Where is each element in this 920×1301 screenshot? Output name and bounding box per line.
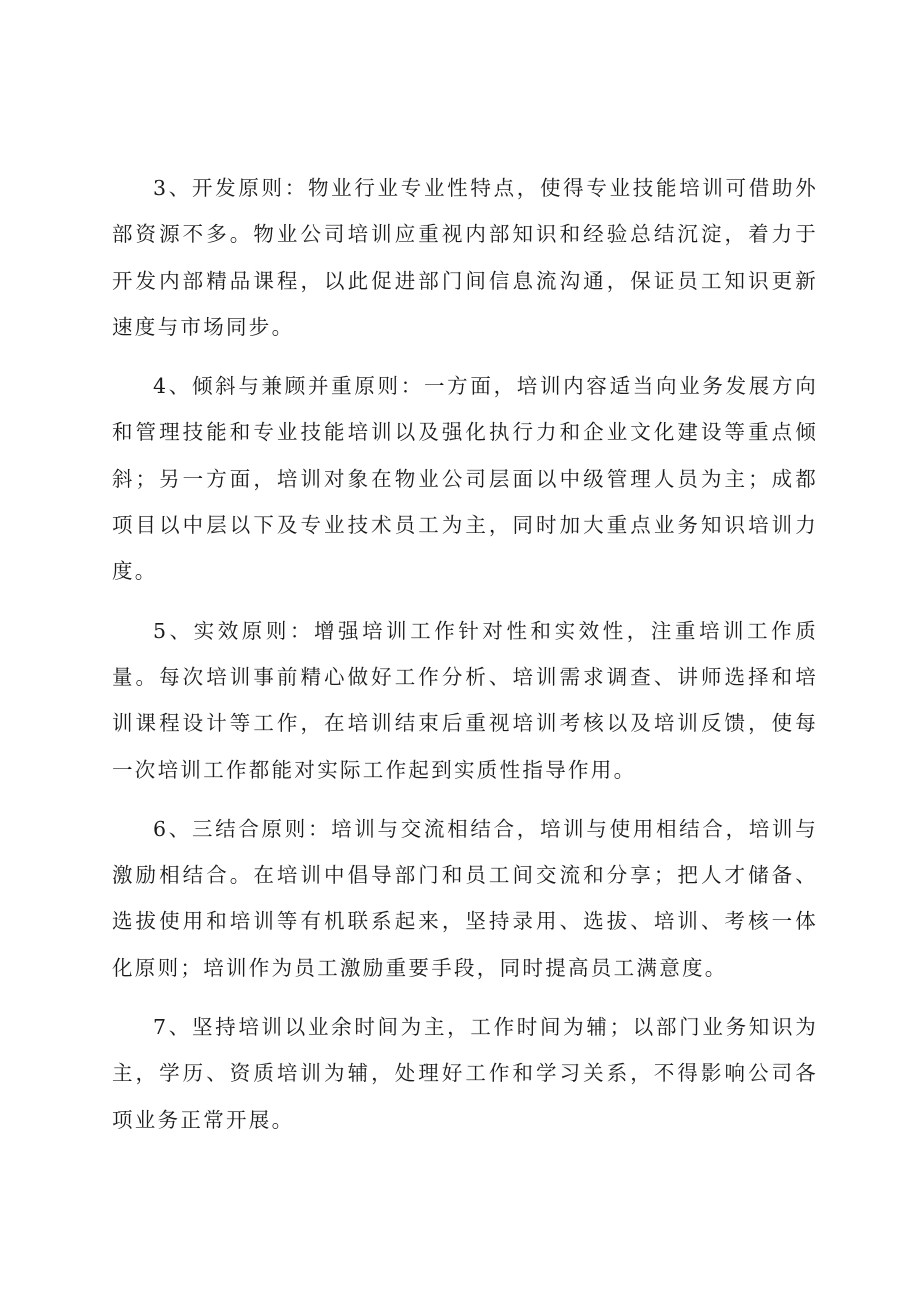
paragraph-principle-4: 4、倾斜与兼顾并重原则：一方面，培训内容适当向业务发展方向和管理技能和专业技能培训以及强化执行力和企业文化建设等重点倾斜；另一方面，培训对象在物业公司层面以中级管理人员为主；成都项目以中层以下及专业技术员工为主，同时加大重点业务知识培训力度。: [112, 374, 818, 584]
document-body: [112, 165, 818, 1156]
paragraph-principle-3: 3、开发原则：物业行业专业性特点，使得专业技能培训可借助外部资源不多。物业公司培训应重视内部知识和经验总结沉淀，着力于开发内部精品课程，以此促进部门间信息流沟通，保证员工知识更新速度与市场同步。: [112, 176, 818, 339]
paragraph-principle-5: 5、实效原则：增强培训工作针对性和实效性，注重培训工作质量。每次培训事前精心做好工作分析、培训需求调查、讲师选择和培训课程设计等工作，在培训结束后重视培训考核以及培训反馈，使每一次培训工作都能对实际工作起到实质性指导作用。: [112, 618, 818, 782]
paragraph-principle-7: 7、坚持培训以业余时间为主，工作时间为辅；以部门业务知识为主，学历、资质培训为辅，处理好工作和学习关系，不得影响公司各项业务正常开展。: [112, 1015, 818, 1132]
paragraph-principle-6: 6、三结合原则：培训与交流相结合，培训与使用相结合，培训与激励相结合。在培训中倡导部门和员工间交流和分享；把人才储备、选拔使用和培训等有机联系起来，坚持录用、选拔、培训、考核一体化原则；培训作为员工激励重要手段，同时提高员工满意度。: [112, 816, 818, 980]
